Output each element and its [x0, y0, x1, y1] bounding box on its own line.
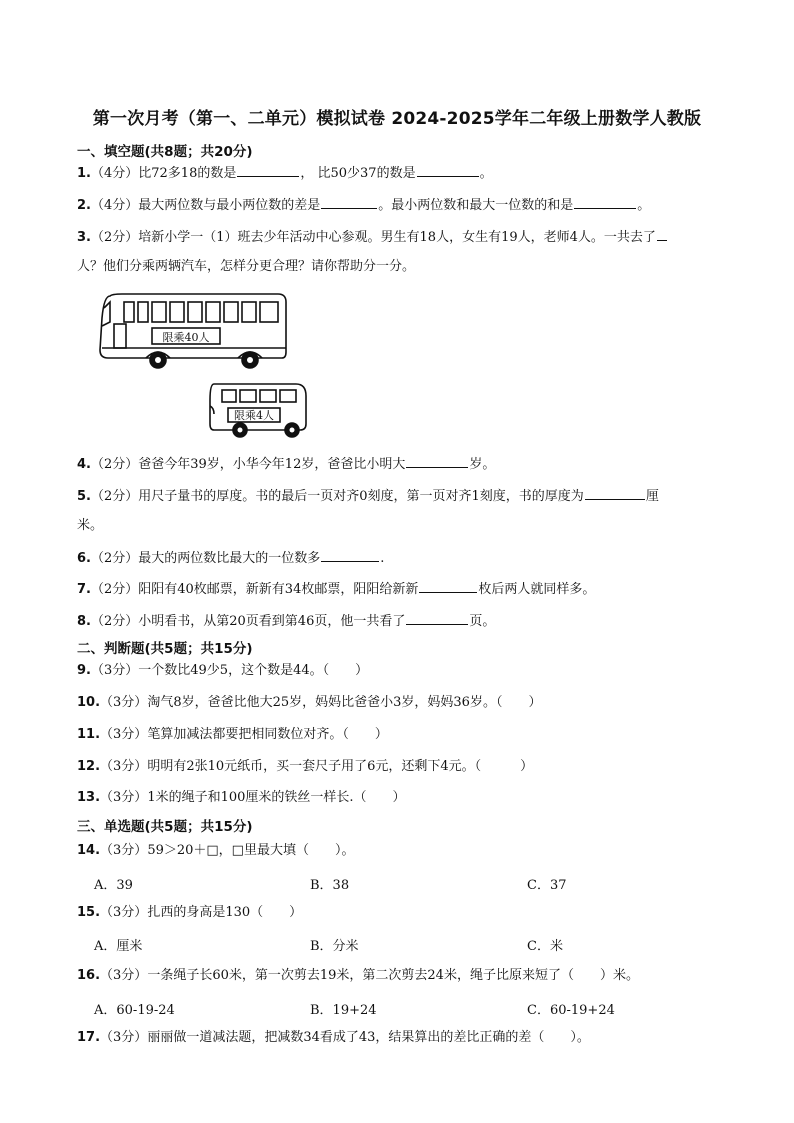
option-a[interactable]: A．60-19-24 — [94, 1003, 175, 1018]
question-10 — [77, 694, 541, 712]
question-text: 。 — [637, 198, 651, 213]
question-number: 6. — [77, 551, 91, 566]
question-number: 14. — [77, 843, 101, 858]
answer-blank[interactable] — [406, 612, 468, 625]
question-12 — [77, 758, 533, 776]
question-number: 7. — [77, 582, 91, 597]
answer-blank[interactable] — [237, 164, 299, 177]
question-text: 一个数比49少5，这个数是44。（ ） — [138, 663, 369, 678]
question-score: （3分） — [100, 968, 148, 983]
bus-and-van-illustration — [96, 288, 316, 440]
section-true-false: 二、判断题(共5题；共15分) — [77, 641, 253, 657]
question-text: 扎西的身高是130（ ） — [147, 905, 303, 920]
answer-blank[interactable] — [419, 580, 477, 593]
question-text: 1米的绳子和100厘米的铁丝一样长.（ ） — [147, 790, 406, 805]
question-text: 一条绳子长60米，第一次剪去19米，第二次剪去24米，绳子比原来短了（ ）米。 — [147, 968, 639, 983]
question-text: 枚后两人就同样多。 — [478, 582, 596, 597]
question-text: 页。 — [469, 614, 496, 629]
question-number: 3. — [77, 230, 91, 245]
question-text: ， 比50少37的数是 — [300, 166, 416, 181]
question-13 — [77, 789, 406, 807]
question-11 — [77, 726, 388, 744]
question-7 — [77, 580, 595, 599]
question-score: （3分） — [90, 663, 139, 678]
answer-blank[interactable] — [406, 455, 468, 468]
question-score: （3分） — [100, 759, 148, 774]
answer-blank[interactable] — [657, 228, 667, 241]
answer-blank[interactable] — [321, 196, 377, 209]
question-text: 笔算加减法都要把相同数位对齐。（ ） — [147, 727, 388, 742]
option-c[interactable]: C．60-19+24 — [527, 1003, 615, 1018]
question-score: （3分） — [100, 695, 148, 710]
question-score: （3分） — [100, 1030, 148, 1045]
question-4 — [77, 455, 495, 474]
option-b[interactable]: B．分米 — [310, 939, 359, 954]
question-score: （3分） — [100, 727, 148, 742]
question-text: 小明看书，从第20页看到第46页，他一共看了 — [138, 614, 406, 629]
question-number: 4. — [77, 457, 91, 472]
question-17 — [77, 1029, 590, 1047]
question-score: （3分） — [100, 905, 148, 920]
question-text: . — [380, 551, 385, 566]
question-3 — [77, 228, 668, 247]
question-number: 17. — [77, 1030, 101, 1045]
question-1 — [77, 164, 493, 183]
page-title: 第一次月考（第一、二单元）模拟试卷 2024-2025学年二年级上册数学人教版 — [92, 109, 702, 129]
question-score: （4分） — [90, 166, 139, 181]
question-16 — [77, 967, 639, 985]
question-5 — [77, 487, 659, 506]
question-8 — [77, 612, 495, 631]
question-text: 最大的两位数比最大的一位数多 — [138, 551, 321, 566]
question-score: （2分） — [90, 457, 139, 472]
question-number: 8. — [77, 614, 91, 629]
bus-capacity-label: 限乘40人 — [162, 331, 210, 344]
question-score: （2分） — [90, 582, 139, 597]
question-score: （4分） — [90, 198, 139, 213]
question-score: （3分） — [100, 790, 148, 805]
question-14 — [77, 842, 354, 860]
question-score: （2分） — [90, 489, 139, 504]
question-text: 培新小学一（1）班去少年活动中心参观。男生有18人，女生有19人，老师4人。一共去了 — [138, 230, 656, 245]
question-score: （2分） — [90, 230, 139, 245]
question-3-line-2: 人？他们分乘两辆汽车，怎样分更合理？请你帮助分一分。 — [77, 259, 416, 274]
question-text: 爸爸今年39岁，小华今年12岁，爸爸比小明大 — [138, 457, 406, 472]
answer-blank[interactable] — [417, 164, 479, 177]
option-b[interactable]: B．38 — [310, 878, 350, 893]
answer-blank[interactable] — [574, 196, 636, 209]
option-b[interactable]: B．19+24 — [310, 1003, 377, 1018]
question-number: 1. — [77, 166, 91, 181]
question-number: 2. — [77, 198, 91, 213]
question-text: 59＞20＋□，□里最大填（ ）。 — [147, 843, 355, 858]
answer-blank[interactable] — [321, 549, 379, 562]
van-capacity-label: 限乘4人 — [234, 409, 274, 422]
question-text: 岁。 — [469, 457, 496, 472]
question-score: （2分） — [90, 551, 139, 566]
question-9 — [77, 662, 368, 680]
question-number: 11. — [77, 727, 101, 742]
question-number: 15. — [77, 905, 101, 920]
question-text: 。最小两位数和最大一位数的和是 — [378, 198, 574, 213]
question-text: 最大两位数与最小两位数的差是 — [138, 198, 321, 213]
question-number: 16. — [77, 968, 101, 983]
question-score: （2分） — [90, 614, 139, 629]
question-text: 用尺子量书的厚度。书的最后一页对齐0刻度，第一页对齐1刻度，书的厚度为 — [138, 489, 584, 504]
question-2 — [77, 196, 650, 215]
answer-blank[interactable] — [585, 487, 645, 500]
question-text: 阳阳有40枚邮票，新新有34枚邮票，阳阳给新新 — [138, 582, 419, 597]
question-number: 10. — [77, 695, 101, 710]
question-text: 淘气8岁，爸爸比他大25岁，妈妈比爸爸小3岁，妈妈36岁。（ ） — [147, 695, 542, 710]
question-15 — [77, 904, 302, 922]
question-text: 。 — [479, 166, 493, 181]
section-fill-in: 一、填空题(共8题；共20分) — [77, 144, 253, 160]
question-text: 明明有2张10元纸币，买一套尺子用了6元，还剩下4元。（ ） — [147, 759, 534, 774]
option-c[interactable]: C．37 — [527, 878, 567, 893]
question-number: 5. — [77, 489, 91, 504]
question-text: 厘 — [645, 489, 659, 504]
question-number: 12. — [77, 759, 101, 774]
section-single-choice: 三、单选题(共5题；共15分) — [77, 819, 253, 835]
question-text: 比72多18的数是 — [138, 166, 237, 181]
option-a[interactable]: A．39 — [94, 878, 133, 893]
option-c[interactable]: C．米 — [527, 939, 563, 954]
question-number: 9. — [77, 663, 91, 678]
question-score: （3分） — [100, 843, 148, 858]
question-text: 丽丽做一道减法题，把减数34看成了43，结果算出的差比正确的差（ ）。 — [147, 1030, 590, 1045]
question-6 — [77, 549, 384, 568]
option-a[interactable]: A．厘米 — [94, 939, 143, 954]
question-number: 13. — [77, 790, 101, 805]
question-5-line-2: 米。 — [77, 518, 104, 533]
